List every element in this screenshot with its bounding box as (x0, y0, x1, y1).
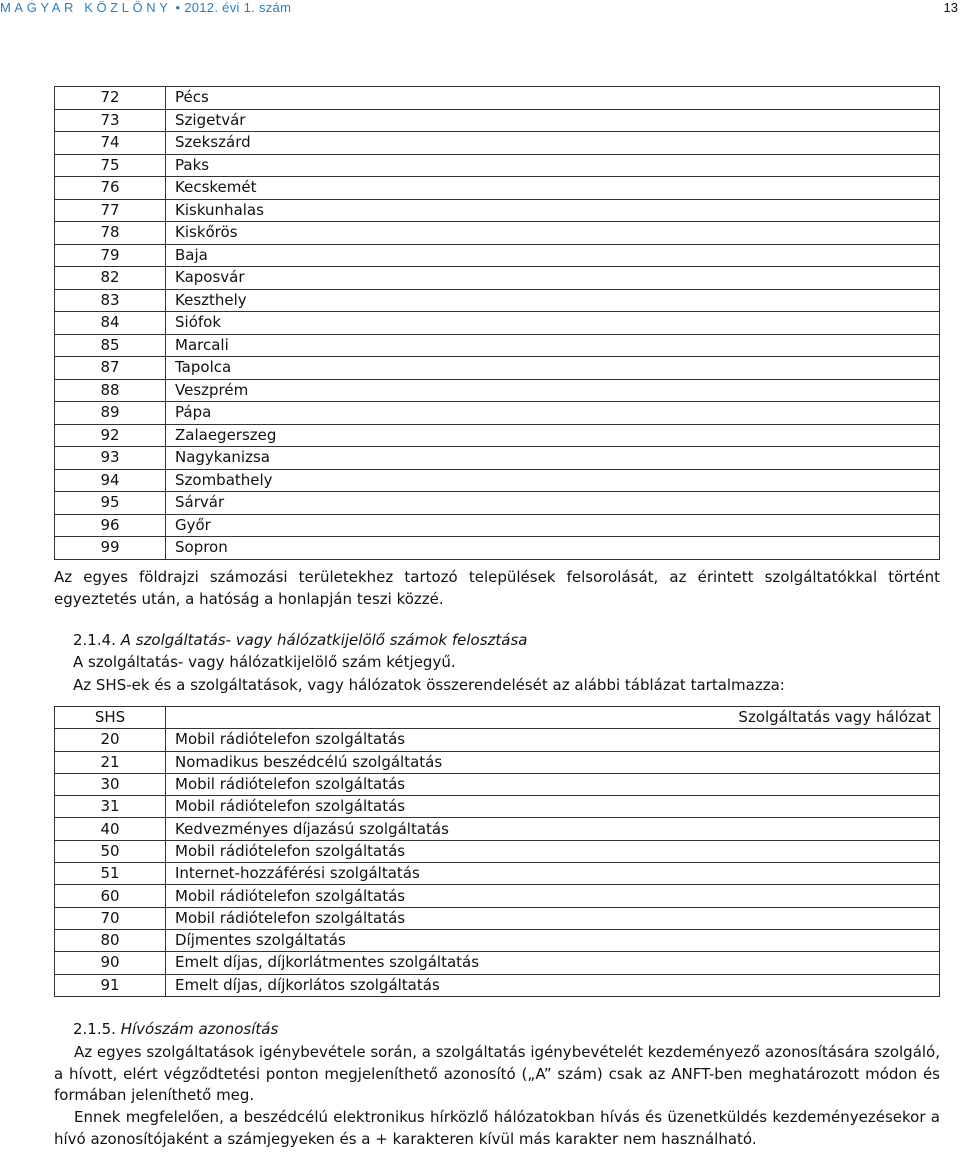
area-code-row-code: 82 (55, 267, 166, 290)
section-number: 2.1.4. (73, 631, 116, 649)
shs-row-code: 40 (55, 818, 166, 840)
area-code-row-label: Pápa (166, 402, 940, 425)
area-code-row (55, 154, 940, 177)
shs-row (55, 863, 940, 885)
shs-row-code: 70 (55, 907, 166, 929)
area-code-row (55, 312, 940, 335)
shs-row-label: Internet-hozzáférési szolgáltatás (166, 863, 940, 885)
area-code-row (55, 334, 940, 357)
shs-row-label: Díjmentes szolgáltatás (166, 929, 940, 951)
shs-row-code: 21 (55, 751, 166, 773)
shs-row-code: 80 (55, 929, 166, 951)
shs-row-code: 51 (55, 863, 166, 885)
caller-id-paragraph: Az egyes szolgáltatások igénybevétele során, a szolgáltatás igénybevételét kezdeményező azonosítására szolgáló, a hívott, elért végződtetési ponton megjeleníthető azonosító („A” szám) csak az ANFT-ben meghatározott módon és formában jeleníthető meg. (54, 1043, 940, 1104)
shs-row-label: Nomadikus beszédcélú szolgáltatás (166, 751, 940, 773)
shs-row (55, 818, 940, 840)
area-code-row-code: 92 (55, 424, 166, 447)
area-code-row-label: Sopron (166, 537, 940, 560)
area-code-row (55, 87, 940, 110)
shs-table-body (55, 707, 940, 997)
area-code-row (55, 537, 940, 560)
shs-row-label: Mobil rádiótelefon szolgáltatás (166, 729, 940, 751)
area-code-row-label: Szombathely (166, 469, 940, 492)
section-heading-2-1-4 (73, 630, 527, 651)
area-code-row (55, 447, 940, 470)
area-code-row-code: 89 (55, 402, 166, 425)
area-code-row-label: Keszthely (166, 289, 940, 312)
area-code-table (54, 86, 940, 560)
area-code-row (55, 132, 940, 155)
area-code-row-label: Sárvár (166, 492, 940, 515)
area-code-row (55, 109, 940, 132)
area-code-row-label: Kiskőrös (166, 222, 940, 245)
area-code-row-label: Nagykanizsa (166, 447, 940, 470)
area-code-row (55, 379, 940, 402)
shs-row-code: 90 (55, 952, 166, 974)
section-title: Hívószám azonosítás (120, 1020, 279, 1038)
shs-table-header-row (55, 707, 940, 729)
shs-row-label: Mobil rádiótelefon szolgáltatás (166, 885, 940, 907)
caller-id-characters-paragraph: Ennek megfelelően, a beszédcélú elektronikus hírközlő hálózatokban hívás és üzenetküldés kezdeményezésekor a hívó azonosítójaként a számjegyeken és a + karakteren kívül más karakter nem használható. (54, 1108, 940, 1148)
area-code-row-code: 72 (55, 87, 166, 110)
shs-row-code: 30 (55, 773, 166, 795)
shs-row-label: Mobil rádiótelefon szolgáltatás (166, 796, 940, 818)
journal-title: MAGYAR KÖZLÖNY (0, 0, 172, 15)
area-code-row-label: Tapolca (166, 357, 940, 380)
area-code-row-code: 75 (55, 154, 166, 177)
area-code-row-code: 95 (55, 492, 166, 515)
area-code-row-label: Kiskunhalas (166, 199, 940, 222)
area-code-row (55, 469, 940, 492)
shs-row (55, 929, 940, 951)
area-code-row-code: 77 (55, 199, 166, 222)
shs-row-code: 91 (55, 974, 166, 996)
area-code-row (55, 514, 940, 537)
issue-label: 2012. évi 1. szám (184, 0, 292, 15)
area-code-row-code: 94 (55, 469, 166, 492)
area-code-row-code: 99 (55, 537, 166, 560)
area-code-row-code: 87 (55, 357, 166, 380)
shs-row-code: 60 (55, 885, 166, 907)
area-code-row (55, 199, 940, 222)
shs-row-label: Emelt díjas, díjkorlátmentes szolgáltatás (166, 952, 940, 974)
running-head-left (0, 0, 291, 15)
area-code-row-code: 74 (55, 132, 166, 155)
area-code-table-body (55, 87, 940, 560)
area-code-row (55, 492, 940, 515)
shs-row-label: Mobil rádiótelefon szolgáltatás (166, 840, 940, 862)
section-title: A szolgáltatás- vagy hálózatkijelölő számok felosztása (120, 631, 528, 649)
area-code-row-code: 96 (55, 514, 166, 537)
area-code-row-label: Paks (166, 154, 940, 177)
area-code-row-code: 93 (55, 447, 166, 470)
area-code-row-code: 78 (55, 222, 166, 245)
shs-row (55, 907, 940, 929)
area-code-row (55, 177, 940, 200)
bullet-separator: • (175, 0, 181, 15)
area-code-row-code: 76 (55, 177, 166, 200)
area-code-row-code: 79 (55, 244, 166, 267)
shs-header-cell: SHS (55, 707, 166, 729)
shs-row (55, 974, 940, 996)
area-code-row-code: 85 (55, 334, 166, 357)
shs-row (55, 840, 940, 862)
area-code-row-label: Kaposvár (166, 267, 940, 290)
area-code-row (55, 357, 940, 380)
area-code-row-code: 84 (55, 312, 166, 335)
page-number: 13 (943, 0, 958, 15)
area-code-row-label: Baja (166, 244, 940, 267)
area-code-row-code: 88 (55, 379, 166, 402)
shs-row (55, 796, 940, 818)
shs-row-code: 20 (55, 729, 166, 751)
shs-row (55, 751, 940, 773)
area-code-row (55, 424, 940, 447)
area-code-row (55, 267, 940, 290)
area-note-paragraph: Az egyes földrajzi számozási területekhez tartozó települések felsorolását, az érintett szolgáltatókkal történt egyeztetés után, a hatóság a honlapján teszi közzé. (54, 568, 940, 608)
shs-row-code: 31 (55, 796, 166, 818)
service-header-cell: Szolgáltatás vagy hálózat (166, 707, 940, 729)
section-number: 2.1.5. (73, 1020, 116, 1038)
running-head (0, 0, 960, 18)
shs-row (55, 773, 940, 795)
area-code-row-label: Szigetvár (166, 109, 940, 132)
area-code-row-label: Pécs (166, 87, 940, 110)
area-code-row-label: Győr (166, 514, 940, 537)
shs-row-label: Mobil rádiótelefon szolgáltatás (166, 907, 940, 929)
section-heading-2-1-5 (73, 1019, 278, 1040)
area-code-row-label: Siófok (166, 312, 940, 335)
shs-row (55, 729, 940, 751)
area-code-row (55, 289, 940, 312)
area-code-row-label: Veszprém (166, 379, 940, 402)
shs-table (54, 706, 940, 997)
area-code-row-label: Szekszárd (166, 132, 940, 155)
area-code-row-code: 73 (55, 109, 166, 132)
area-code-row-code: 83 (55, 289, 166, 312)
shs-row-code: 50 (55, 840, 166, 862)
shs-row-label: Mobil rádiótelefon szolgáltatás (166, 773, 940, 795)
area-code-row-label: Zalaegerszeg (166, 424, 940, 447)
shs-row (55, 885, 940, 907)
area-code-row (55, 402, 940, 425)
shs-table-intro-line: Az SHS-ek és a szolgáltatások, vagy hálózatok összerendelését az alábbi táblázat tartalmazza: (73, 676, 785, 694)
shs-row-label: Emelt díjas, díjkorlátos szolgáltatás (166, 974, 940, 996)
area-code-row-label: Marcali (166, 334, 940, 357)
area-code-row (55, 222, 940, 245)
shs-two-digit-line: A szolgáltatás- vagy hálózatkijelölő szám kétjegyű. (73, 653, 456, 671)
shs-row-label: Kedvezményes díjazású szolgáltatás (166, 818, 940, 840)
area-code-row (55, 244, 940, 267)
area-code-row-label: Kecskemét (166, 177, 940, 200)
shs-row (55, 952, 940, 974)
